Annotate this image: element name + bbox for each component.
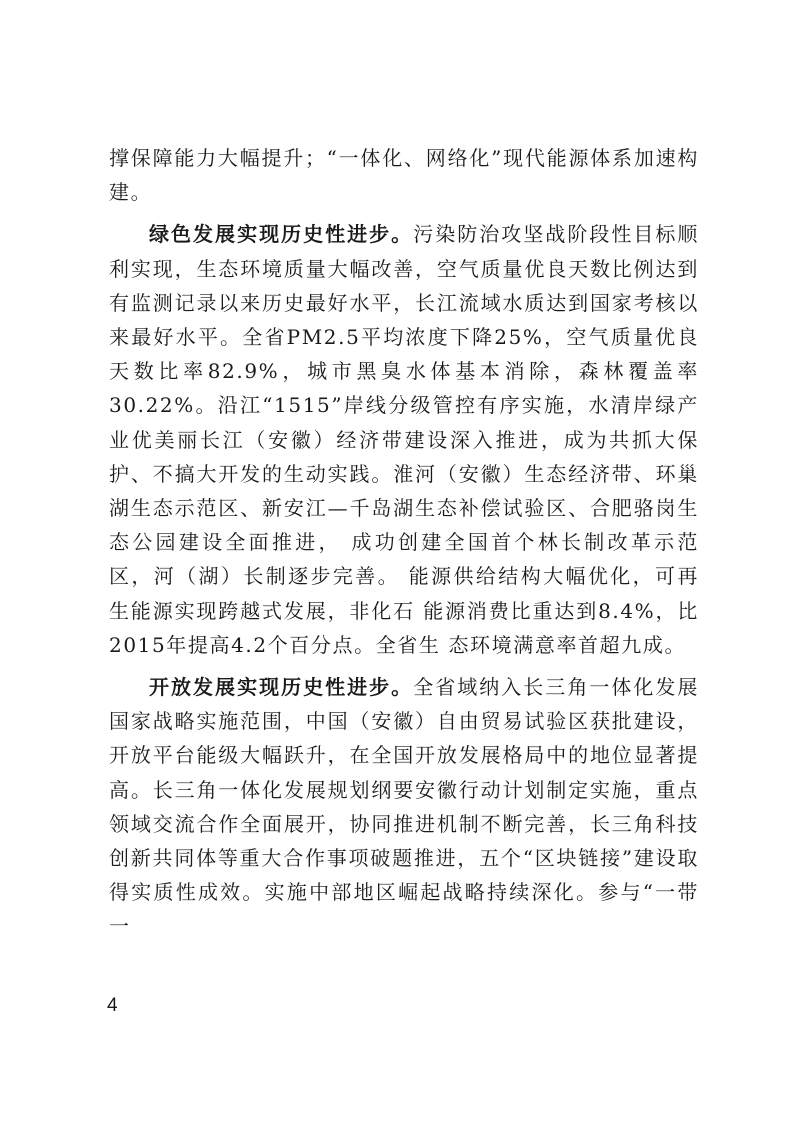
paragraph-continuation [109, 141, 699, 209]
paragraph-open-development [109, 670, 699, 944]
paragraph-heading: 绿色发展实现历史性进步。 [149, 222, 414, 247]
paragraph-green-development [109, 217, 699, 662]
body-text [109, 141, 699, 944]
paragraph-heading: 开放发展实现历史性进步。 [149, 675, 414, 700]
paragraph-body: 撑保障能力大幅提升；“一体化、网络化”现代能源体系加速构建。 [109, 146, 699, 205]
paragraph-body: 全省域纳入长三角一体化发展国家战略实施范围，中国（安徽）自由贸易试验区获批建设， 开放平台能级大幅跃升，在全国开放发展格局中的地位显著提 高。长三角一体化发展规划纲要安徽行动计划制定实施，重点 领域交流合作全面展开，协同推进机制不断完善，长三角科技 创新共同体等重大合作事项破题推进，五个“区块链接”建设取 得实质性成效。实施中部地区崛起战略持续深化。参与“一带一 [109, 675, 699, 939]
paragraph-body: 污染防治攻坚战阶段性目标顺利实现，生态环境质量大幅改善，空气质量优良天数比例达到有监测记录以来历史最好水平，长江流域水质达到国家考核以来最好水平。全省PM2.5平均浓度下降25%，空气质量优良天数比率82.9%，城市黑臭水体基本消除，森林覆盖率30.22%。沿江“1515”岸线分级管控有序实施，水清岸绿产业优美丽长江（安徽）经济带建设深入推进，成为共抓大保护、不搞大开发的生动实践。淮河（安徽）生态经济带、环巢湖生态示范区、新安江—千岛湖生态补偿试验区、合肥骆岗生态公园建设全面推进， 成功创建全国首个林长制改革示范区，河（湖）长制逐步完善。 能源供给结构大幅优化，可再生能源实现跨越式发展，非化石 能源消费比重达到8.4%，比2015年提高4.2个百分点。全省生 态环境满意率首超九成。 [109, 222, 699, 657]
page-number: 4 [107, 995, 118, 1016]
